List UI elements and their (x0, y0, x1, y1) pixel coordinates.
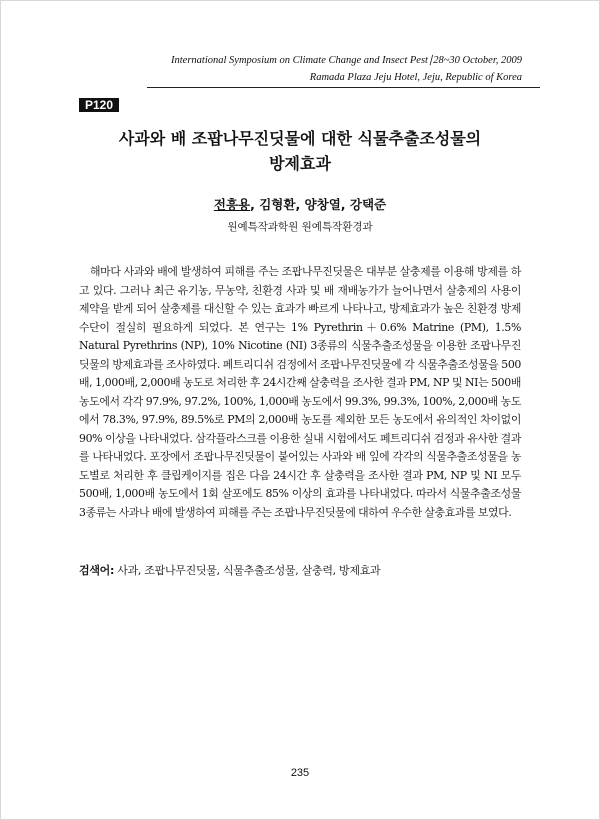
header-symposium-line: International Symposium on Climate Change and Insect Pest∣28~30 October, 2009 (171, 55, 522, 66)
keywords-text: 사과, 조팝나무진딧물, 식물추출조성물, 살충력, 방제효과 (114, 564, 381, 577)
poster-number-badge: P120 (79, 98, 119, 112)
title-line-2: 방제효과 (269, 154, 331, 173)
abstract-body: 해마다 사과와 배에 발생하여 피해를 주는 조팝나무진딧물은 대부분 살충제를 이용해 방제를 하고 있다. 그러나 최근 유기농, 무농약, 친환경 사과 및 배 재배농가가 늘어나면서 살충제의 사용이 제약을 받게 되어 살충제를 대신할 수 있는 효과가 빠르게 나타나고, 방제효과가 높은 친환경 방제수단이 절실히 필요하게 되었다. 본 연구는 1% Pyrethrin＋0.6% Matrine (PM), 1.5% Natural Pyrethrins (NP), 10% Nicotine (NI) 3종류의 식물추출조성물을 이용한 조팝나무진딧물의 방제효과를 조사하였다. 페트리디쉬 검정에서 조팝나무진딧물에 각 식물추출조성물을 500배, 1,000배, 2,000배 농도로 처리한 후 24시간째 살충력을 조사한 결과 PM, NP 및 NI는 500배 농도에서 각각 97.9%, 97.2%, 100%, 1,000배 농도에서 99.3%, 99.3%, 100%, 2,000배 농도에서 78.3%, 97.9%, 89.5%로 PM의 2,000배 농도를 제외한 모든 농도에서 유의적인 차이없이 90% 이상을 나타내었다. 삼각플라스크를 이용한 실내 시험에서도 페트리디쉬 검정과 유사한 결과를 나타내었다. 포장에서 조팝나무진딧물이 붙어있는 사과와 배 잎에 각각의 식물추출조성물을 농도별로 처리한 후 클립케이지를 집은 다음 24시간 후 살충력을 조사한 결과 PM, NP 및 NI 모두 500배, 1,000배 농도에서 1회 살포에도 85% 이상의 효과를 나타내었다. 따라서 식물추출조성물 3종류는 사과나 배에 발생하여 피해를 주는 조팝나무진딧물에 대하여 우수한 살충효과를 보였다. (79, 265, 521, 519)
presenting-author: 전흥용 (213, 197, 251, 212)
page-number: 235 (290, 767, 310, 779)
keywords-label: 검색어: (79, 564, 115, 577)
title-line-1: 사과와 배 조팝나무진딧물에 대한 식물추출조성물의 (118, 129, 482, 148)
running-header (171, 52, 522, 86)
keywords (79, 563, 521, 579)
affiliation: 원예특작과학원 원예특작환경과 (227, 221, 373, 233)
paper-title (60, 126, 540, 176)
header-rule (147, 87, 540, 88)
co-authors: , 김형환, 양창열, 강택준 (250, 197, 387, 212)
header-venue-line: Ramada Plaza Jeju Hotel, Jeju, Republic of Korea (309, 72, 522, 83)
author-list (60, 197, 540, 213)
